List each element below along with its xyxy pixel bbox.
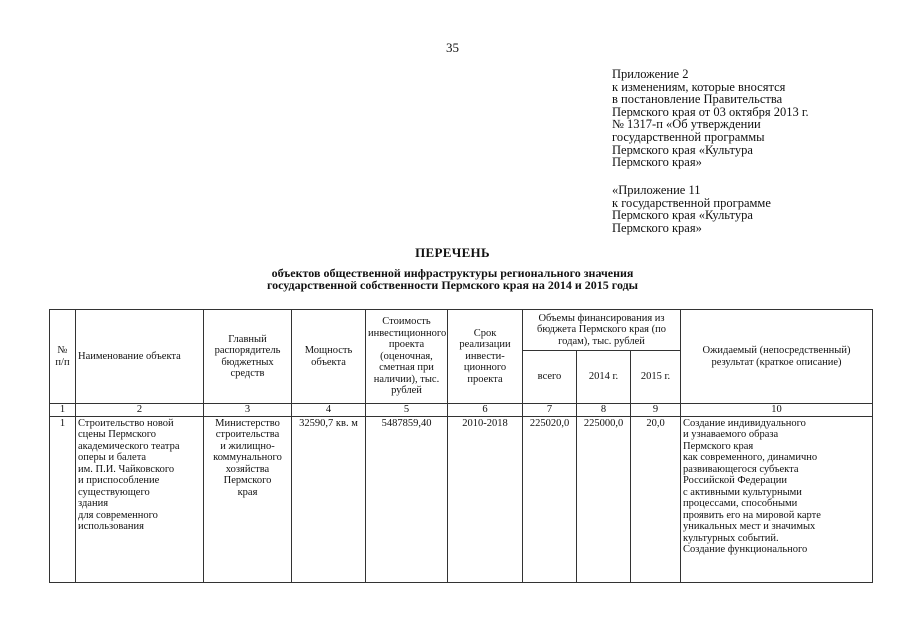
row-result-line: как современного, динамично [683, 452, 818, 463]
row-capacity: 32590,7 кв. м [292, 416, 366, 582]
appendix-2-line: государственной программы [612, 129, 765, 144]
appendix-2-line: № 1317-п «Об утверждении [612, 117, 761, 132]
column-number: 6 [448, 404, 523, 417]
column-number: 4 [292, 404, 366, 417]
appendix-2-line: Приложение 2 [612, 67, 689, 81]
objects-table [49, 309, 873, 583]
table-header-row [50, 310, 873, 351]
column-number: 7 [523, 404, 577, 417]
appendix-2-line: к изменениям, которые вносятся [612, 79, 786, 94]
column-number-row [50, 404, 873, 417]
row-2014: 225000,0 [577, 416, 631, 582]
header-name: Наименование объекта [76, 310, 204, 404]
row-name-line: здания [78, 498, 109, 509]
appendix-11-line: Пермского края» [612, 220, 702, 235]
header-period: Срок реализации инвести-ционного проекта [448, 310, 523, 404]
appendix-2-line: в постановление Правительства [612, 92, 783, 107]
row-num: 1 [50, 416, 76, 582]
page-number: 35 [446, 40, 459, 55]
header-2015: 2015 г. [631, 351, 681, 404]
row-name-line: сцены Пермского [78, 429, 156, 440]
row-2015: 20,0 [631, 416, 681, 582]
row-result-line: Пермского края [683, 440, 754, 452]
header-cost: Стоимость инвестиционного проекта (оценочная, сметная при наличии), тыс. рублей [366, 310, 448, 404]
document-title: ПЕРЕЧЕНЬ [415, 245, 490, 260]
column-number: 2 [76, 404, 204, 417]
row-name-line: использования [78, 521, 144, 532]
row-cost: 5487859,40 [366, 416, 448, 582]
row-result-line: процессами, способными [683, 498, 798, 509]
column-number: 8 [577, 404, 631, 417]
row-result-line: Создание индивидуального [683, 417, 806, 429]
row-manager-line: Министерство [215, 417, 280, 429]
column-number: 10 [681, 404, 873, 417]
row-result-line: уникальных мест и значимых [683, 521, 816, 532]
appendix-2-line: Пермского края «Культура [612, 142, 753, 157]
row-result-line: культурных событий. [683, 532, 779, 544]
row-result-line: проявить его на мировой карте [683, 509, 821, 521]
row-manager-line: Пермского [223, 475, 272, 486]
row-name-line: им. П.И. Чайковского [78, 463, 175, 475]
appendix-11-line: Пермского края «Культура [612, 208, 753, 223]
row-result-line: Создание функционального [683, 544, 808, 555]
row-manager-line: коммунального [213, 452, 282, 463]
header-total: всего [523, 351, 577, 404]
row-result-line: и узнаваемого образа [683, 429, 779, 440]
subtitle-line: объектов общественной инфраструктуры регионального значения [271, 266, 634, 280]
header-2014: 2014 г. [577, 351, 631, 404]
header-manager: Главный распорядитель бюджетных средств [204, 310, 292, 404]
row-name-line: Строительство новой [78, 417, 174, 429]
row-result-line: развивающегося субъекта [683, 463, 799, 475]
table-row [50, 416, 873, 582]
row-result [681, 416, 873, 582]
appendix-11-line: к государственной программе [612, 195, 771, 210]
row-name-line: оперы и балета [78, 452, 147, 463]
header-capacity: Мощность объекта [292, 310, 366, 404]
row-result-line: с активными культурными [683, 486, 802, 498]
row-manager-line: строительства [215, 429, 280, 440]
appendix-11-line: «Приложение 11 [612, 183, 701, 197]
row-name-line: существующего [78, 486, 150, 498]
row-name-line: и приспособление [78, 475, 160, 486]
column-number: 5 [366, 404, 448, 417]
column-number: 3 [204, 404, 292, 417]
column-number: 1 [50, 404, 76, 417]
row-name-line: для современного [78, 509, 158, 521]
appendix-2-line: Пермского края от 03 октября 2013 г. [612, 104, 809, 119]
row-name [76, 416, 204, 582]
row-manager [204, 416, 292, 582]
row-manager-line: и жилищно- [220, 440, 275, 452]
row-total: 225020,0 [523, 416, 577, 582]
appendix-2-line: Пермского края» [612, 155, 702, 170]
appendix-11-block [612, 184, 882, 234]
subtitle-line: государственной собственности Пермского края на 2014 и 2015 годы [266, 278, 639, 292]
header-funding: Объемы финансирования из бюджета Пермского края (по годам), тыс. рублей [523, 310, 681, 351]
row-manager-line: хозяйства [225, 463, 270, 475]
row-result-line: Российской Федерации [683, 475, 787, 486]
row-name-line: академического театра [78, 440, 180, 452]
header-result: Ожидаемый (непосредственный) результат (краткое описание) [681, 310, 873, 404]
header-num: № п/п [50, 310, 76, 404]
document-subtitle [0, 267, 905, 291]
row-period: 2010-2018 [448, 416, 523, 582]
row-manager-line: края [237, 486, 258, 498]
appendix-2-block [612, 68, 882, 169]
column-number: 9 [631, 404, 681, 417]
